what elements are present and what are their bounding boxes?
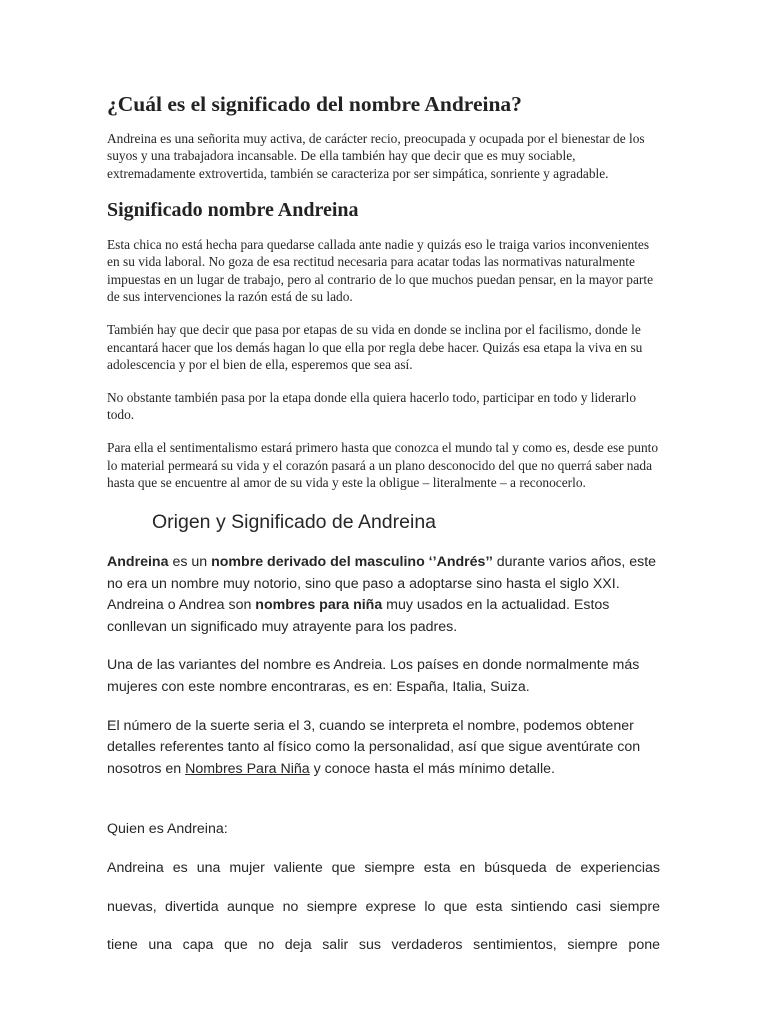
text-span: es un [168, 554, 212, 571]
paragraph-origen-1 [107, 552, 660, 638]
text-span: durante varios años, este no era un nombre muy notorio, sino que paso a adoptarse sino hasta el siglo XXI. Andreina o Andrea son [107, 554, 657, 614]
bold-derived: nombre derivado del masculino ‘’Andrés’’ [211, 554, 493, 571]
spacer [107, 797, 660, 819]
text-span: muy usados en la actualidad. Estos conllevan un significado muy atrayente para los padres. [107, 597, 610, 635]
section-title-significado-nombre: ¿Cuál es el significado del nombre Andreina? [107, 92, 522, 116]
quien-line-1: Andreina es una mujer valiente que siempre esta en búsqueda de experiencias [107, 860, 660, 877]
text-span: y conoce hasta el más mínimo detalle. [309, 760, 555, 777]
paragraph-significado-2: También hay que decir que pasa por etapas de su vida en donde se inclina por el facilismo, donde le encantará hacer que los demás hagan lo que ella por regla debe hacer. Quizás esa etapa la viva en su adolescencia y por el bien de ella, esperemos que sea así. [107, 321, 643, 373]
section-title-origen: Origen y Significado de Andreina [152, 510, 437, 533]
paragraph-significado-1: Esta chica no está hecha para quedarse callada ante nadie y quizás eso le traiga varios inconvenientes en su vida laboral. No goza de esa rectitud necesaria para acatar todas las normativas naturalmente impuestas en un lugar de trabajo, pero al contrario de lo que muchos puedan pensar, en la mayor parte de sus intervenciones la razón está de su lado. [107, 236, 654, 305]
nombres-para-nina-link[interactable]: Nombres Para Niña [185, 760, 310, 777]
paragraph-significado-4: Para ella el sentimentalismo estará primero hasta que conozca el mundo tal y como es, desde ese punto lo material permeará su vida y el corazón pasará a un plano desconocido del que no querrá saber nada hasta que se encuentre al amor de su vida y este la obligue – literalmente – a reconocerlo. [107, 439, 659, 491]
document-page [107, 92, 660, 974]
section-title-significado: Significado nombre Andreina [107, 198, 359, 221]
text-span: El número de la suerte seria el 3, cuando se interpreta el nombre, podemos obtener detalles referentes tanto al físico como la personalidad, así que sigue aventúrate con nosotros en [107, 717, 641, 777]
bold-andreina: Andreina [107, 554, 169, 571]
paragraph-origen-2: Una de las variantes del nombre es Andreia. Los países en donde normalmente más mujeres con este nombre encontraras, es en: España, Italia, Suiza. [107, 657, 640, 696]
paragraph-intro: Andreina es una señorita muy activa, de carácter recio, preocupada y ocupada por el bienestar de los suyos y una trabajadora incansable. De ella también hay que decir que es muy sociable, extremadamente extrovertida, también se caracteriza por ser simpática, sonriente y agradable. [107, 130, 645, 181]
paragraph-origen-3 [107, 716, 660, 781]
paragraph-significado-3: No obstante también pasa por la etapa donde ella quiera hacerlo todo, participar en todo y liderarlo todo. [107, 389, 637, 423]
bold-nombres-para-nina: nombres para niña [255, 597, 383, 614]
quien-heading: Quien es Andreina: [107, 821, 228, 838]
quien-line-2: nuevas, divertida aunque no siempre exprese lo que esta sintiendo casi siempre [107, 898, 660, 915]
quien-line-3: tiene una capa que no deja salir sus verdaderos sentimientos, siempre pone [107, 937, 660, 954]
